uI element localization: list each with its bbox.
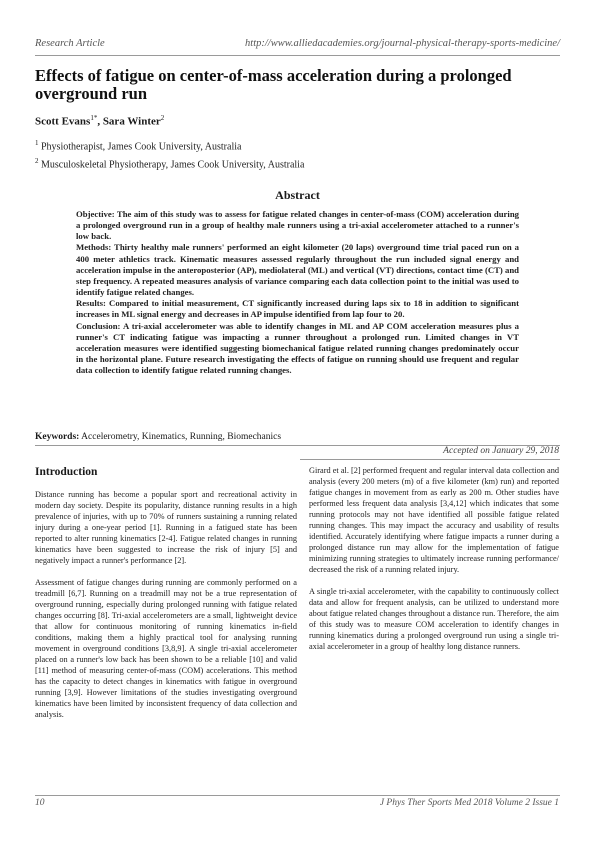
footer-rule: [35, 795, 560, 796]
introduction-heading: Introduction: [35, 466, 98, 478]
affiliation: [35, 157, 304, 170]
author-affiliation-mark: 1*: [90, 114, 98, 122]
body-paragraph: Assessment of fatigue changes during running are commonly performed on a treadmill [6,7]. Running on a treadmill may not be a true representation of overground running, especially during prolonged running with fatigue related changes occurring [8]. Tri-axial accelerometers are a small, lightweight device that allow for continuous monitoring of running kinematics in-field conditions, making them a highly practical tool for analysing running movement in overground conditions [3,8,9]. A single tri-axial accelerometer placed on a runner's low back has been shown to be a reliable [10] and valid [11] method of measuring center-of-mass (COM) accelerations. This method has the capacity to detect changes in kinematics with fatigue in overground running [3,9]. However limitations of the studies investigating overground kinematics have been limited by inconsistent frequency of data collection and analysis.: [35, 578, 297, 719]
author-name: Scott Evans: [35, 115, 91, 128]
author-list: [35, 114, 164, 128]
keywords-label: Keywords:: [35, 432, 80, 442]
article-title: Effects of fatigue on center-of-mass acceleration during a prolonged overground run: [35, 66, 512, 103]
header-rule: [35, 55, 560, 56]
accepted-rule: [300, 459, 560, 460]
affiliation-number: 2: [35, 157, 39, 165]
keywords-text: Accelerometry, Kinematics, Running, Biomechanics: [79, 432, 282, 442]
author-separator: ,: [97, 115, 103, 128]
keywords: [35, 432, 281, 442]
abstract-methods: Methods: Thirty healthy male runners' performed an eight kilometer (20 laps) overground time trial paced run on a 400 meter athletics track. Kinematic measures assessed regularly throughout the run included signal energy and acceleration impulse in the anteroposterior (AP), mediolateral (ML) and vertical (VT) directions, contact time (CT) and step frequency. A repeated measures analysis of variance comparing each data collection point to the initial was used to identify fatigue related changes.: [76, 242, 519, 298]
affiliation: [35, 139, 241, 152]
abstract-results: Results: Compared to initial measurement, CT significantly increased during laps six to 18 in addition to significant increases in ML signal energy and decreases in AP impulse identified from lap four to 20.: [76, 298, 519, 320]
abstract-conclusion: Conclusion: A tri-axial accelerometer was able to identify changes in ML and AP COM acceleration measures plus a runner's CT indicating fatigue was impacting a runner throughout a prolonged run. Limited changes in VT acceleration measures were identified suggesting biomechanical fatigue related running changes predominately occur in the horizontal plane. Future research investigating the effects of fatigue on running should use frequent and regular data collection to identify fatigue related running changes.: [76, 320, 519, 376]
author-name: Sara Winter: [102, 115, 161, 128]
affiliation-text: Musculoskeletal Physiotherapy, James Cook University, Australia: [41, 159, 305, 171]
abstract-heading: Abstract: [275, 188, 320, 202]
left-column: [35, 489, 297, 731]
journal-citation: J Phys Ther Sports Med 2018 Volume 2 Issue 1: [379, 798, 559, 808]
page-number: 10: [35, 798, 45, 808]
abstract-objective: Objective: The aim of this study was to assess for fatigue related changes in center-of-mass (COM) acceleration during a prolonged overground run in a group of healthy male runners using a tri-axial accelerometer attached to a runner's low back.: [76, 209, 519, 242]
author-affiliation-mark: 2: [160, 114, 165, 122]
body-paragraph: Girard et al. [2] performed frequent and regular interval data collection and analysis (every 200 meters (m) of a five kilometer (km) run) and reported fatigue changes in movement from as early as 200 m. Other studies have performed less frequent data analysis [3,4,12] which indicates that some running protocols may not have identified all possible fatigue related running changes. This may impact the accuracy and usability of results identified. Accurately identifying where fatigue impacts a runner during a prolonged distance run may allow for the implementation of fatigue minimizing running strategies to ultimately increase running performance/ decreased the risk of a running related injury.: [309, 466, 559, 574]
journal-url[interactable]: http://www.alliedacademies.org/journal-physical-therapy-sports-medicine/: [245, 38, 560, 49]
affiliation-text: Physiotherapist, James Cook University, Australia: [41, 141, 242, 153]
right-column: [309, 465, 559, 663]
affiliation-number: 1: [35, 139, 39, 147]
body-paragraph: A single tri-axial accelerometer, with the capability to continuously collect data and allow for frequent analysis, can be utilized to understand more about fatigue related changes throughout a distance run. Therefore, the aim of this study was to measure COM acceleration to identify changes in running kinematics during a prolonged overground run using a single tri-axial accelerometer in a group of healthy long distance runners.: [309, 587, 559, 651]
body-paragraph: Distance running has become a popular sport and recreational activity in modern day society. Despite its popularity, distance running results in a high prevalence of injuries, with up to 70% of runners sustaining a running related injury during a one-year period [1]. Running in a fatigued state has been reported to alter running kinematics [2-4]. Fatigue related changes in running kinematics have been suggested to increase the risk of injury [5] and negatively impact a runner's performance [2].: [35, 490, 297, 565]
accepted-date: Accepted on January 29, 2018: [443, 446, 559, 456]
abstract-body: [76, 209, 519, 376]
running-header: [35, 38, 560, 52]
article-type: Research Article: [35, 38, 105, 49]
